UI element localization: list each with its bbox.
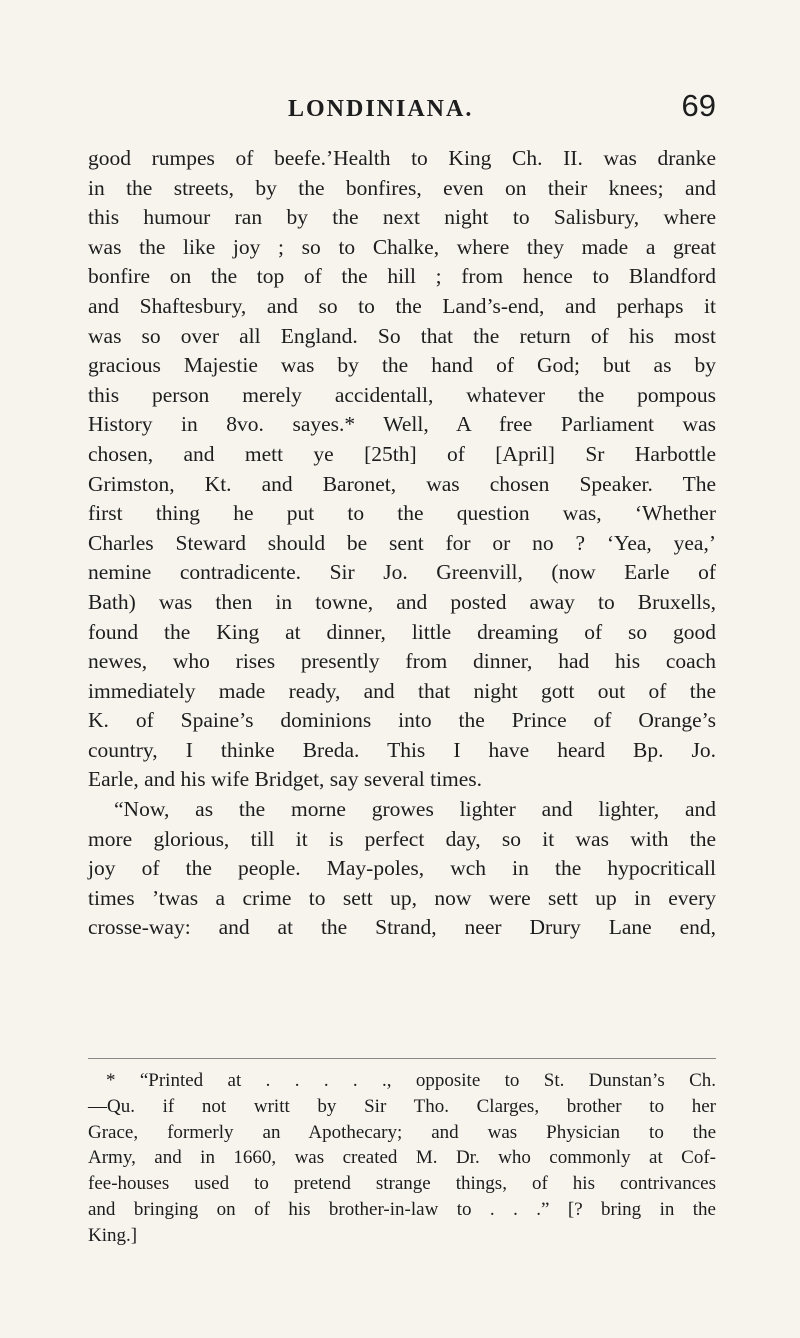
- body-line: K. of Spaine’s dominions into the Prince of Orange’s: [88, 708, 716, 733]
- body-line: was so over all England. So that the return of his most: [88, 323, 716, 348]
- footnote-line: —Qu. if not writt by Sir Tho. Clarges, brother to her: [88, 1095, 716, 1117]
- footnote: [88, 1068, 716, 1249]
- body-line: and Shaftesbury, and so to the Land’s-end, and perhaps it: [88, 293, 716, 318]
- footnote-line: Army, and in 1660, was created M. Dr. who commonly at Cof-: [88, 1147, 716, 1169]
- body-line: first thing he put to the question was, ‘Whether: [88, 501, 716, 526]
- body-line: crosse-way: and at the Strand, neer Drury Lane end,: [88, 915, 716, 940]
- footnote-line: Grace, formerly an Apothecary; and was Physician to the: [88, 1121, 716, 1143]
- body-line: newes, who rises presently from dinner, had his coach: [88, 649, 716, 674]
- body-line: Grimston, Kt. and Baronet, was chosen Speaker. The: [88, 471, 716, 496]
- body-line: country, I thinke Breda. This I have heard Bp. Jo.: [88, 737, 716, 762]
- body-line: immediately made ready, and that night gott out of the: [88, 678, 716, 703]
- body-line: this person merely accidentall, whatever the pompous: [88, 382, 716, 407]
- body-text: [88, 144, 716, 943]
- footnote-line: fee-houses used to pretend strange things, of his contrivances: [88, 1173, 716, 1195]
- footnote-line: * “Printed at . . . . ., opposite to St. Dunstan’s Ch.: [106, 1070, 716, 1091]
- page-number: 69: [681, 88, 716, 123]
- body-line: this humour ran by the next night to Salisbury, where: [88, 205, 716, 230]
- body-line: was the like joy ; so to Chalke, where they made a great: [88, 234, 716, 259]
- body-line: good rumpes of beefe.’Health to King Ch. II. was dranke: [88, 146, 716, 170]
- body-line: bonfire on the top of the hill ; from hence to Blandford: [88, 264, 716, 289]
- body-line: nemine contradicente. Sir Jo. Greenvill, (now Earle of: [88, 560, 716, 585]
- body-line: Bath) was then in towne, and posted away to Bruxells,: [88, 589, 716, 614]
- footnote-rule: [88, 1058, 716, 1059]
- body-line: found the King at dinner, little dreaming of so good: [88, 619, 716, 644]
- running-head: LONDINIANA.: [288, 96, 474, 122]
- body-line: times ’twas a crime to sett up, now were sett up in every: [88, 885, 716, 910]
- body-line: Earle, and his wife Bridget, say several times.: [88, 767, 483, 792]
- body-line: “Now, as the morne growes lighter and lighter, and: [114, 797, 716, 822]
- body-line: in the streets, by the bonfires, even on their knees; and: [88, 175, 716, 200]
- body-line: more glorious, till it is perfect day, so it was with the: [88, 826, 716, 851]
- page-header: [88, 88, 716, 132]
- body-line: History in 8vo. sayes.* Well, A free Parliament was: [88, 412, 716, 437]
- footnote-line: and bringing on of his brother-in-law to . . .” [? bring in the: [88, 1198, 716, 1220]
- body-line: gracious Majestie was by the hand of God; but as by: [88, 353, 716, 378]
- body-line: chosen, and mett ye [25th] of [April] Sr Harbottle: [88, 441, 716, 466]
- body-line: Charles Steward should be sent for or no ? ‘Yea, yea,’: [88, 530, 716, 555]
- footnote-line: King.]: [88, 1224, 138, 1246]
- body-line: joy of the people. May-poles, wch in the hypocriticall: [88, 856, 716, 881]
